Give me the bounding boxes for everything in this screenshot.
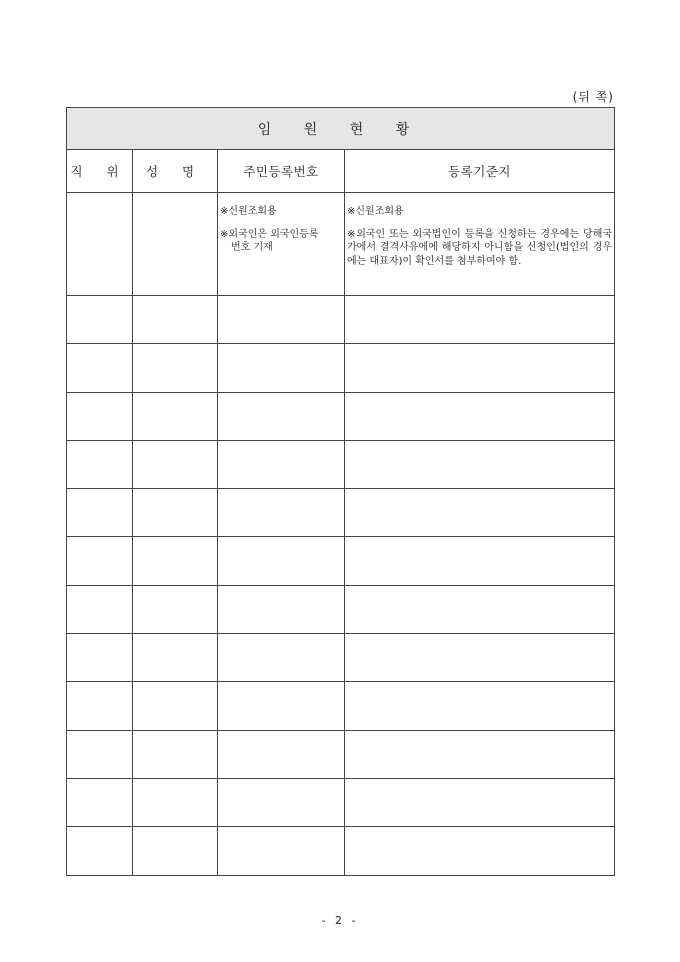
resident-number-cell[interactable] (218, 440, 345, 488)
resident-number-note-2 (220, 228, 344, 255)
table-row (67, 537, 615, 585)
name-cell[interactable] (133, 730, 218, 778)
name-cell[interactable] (133, 537, 218, 585)
resident-number-note-2-line-1: ※외국인은 외국인등록 (220, 228, 319, 240)
position-cell[interactable] (67, 730, 133, 778)
resident-number-cell[interactable] (218, 537, 345, 585)
registration-standard-cell[interactable] (345, 827, 615, 875)
name-cell[interactable] (133, 392, 218, 440)
registration-standard-notes (345, 193, 614, 268)
table-row (67, 682, 615, 730)
name-cell[interactable] (133, 440, 218, 488)
resident-number-cell[interactable] (218, 827, 345, 875)
registration-standard-cell[interactable] (345, 730, 615, 778)
position-cell[interactable] (67, 682, 133, 730)
registration-standard-cell[interactable] (345, 537, 615, 585)
table-row (67, 827, 615, 875)
header-position: 직 위 (67, 150, 133, 193)
header-registration-standard: 등록기준지 (345, 150, 615, 193)
resident-number-note-2-line-2: 번호 기재 (231, 242, 273, 253)
registration-standard-note-1: ※신원조회용 (347, 206, 404, 217)
registration-standard-cell[interactable] (345, 392, 615, 440)
name-cell[interactable] (133, 585, 218, 633)
resident-number-cell[interactable] (218, 778, 345, 826)
registration-standard-cell[interactable] (345, 344, 615, 392)
name-cell[interactable] (133, 634, 218, 682)
table-row (67, 344, 615, 392)
registration-standard-cell[interactable] (345, 440, 615, 488)
registration-standard-cell[interactable] (345, 634, 615, 682)
position-cell[interactable] (67, 537, 133, 585)
position-cell[interactable] (67, 489, 133, 537)
table-row (67, 585, 615, 633)
table-row (67, 296, 615, 344)
name-cell[interactable] (133, 778, 218, 826)
position-cell[interactable] (67, 634, 133, 682)
page-number: - 2 - (321, 914, 359, 927)
table-row (67, 489, 615, 537)
table-title-row (67, 108, 615, 150)
resident-number-notes (218, 193, 344, 255)
position-cell[interactable] (67, 344, 133, 392)
name-cell[interactable] (133, 489, 218, 537)
position-input-cell[interactable] (67, 193, 133, 296)
table-row (67, 392, 615, 440)
executive-status-table (66, 107, 615, 876)
registration-standard-cell[interactable] (345, 296, 615, 344)
position-cell[interactable] (67, 440, 133, 488)
header-name: 성 명 (133, 150, 218, 193)
resident-number-cell[interactable] (218, 585, 345, 633)
resident-number-cell[interactable] (218, 296, 345, 344)
registration-standard-cell[interactable] (345, 778, 615, 826)
name-cell[interactable] (133, 344, 218, 392)
name-input-cell[interactable] (133, 193, 218, 296)
resident-number-note-cell[interactable] (218, 193, 345, 296)
position-cell[interactable] (67, 827, 133, 875)
table-row (67, 730, 615, 778)
registration-standard-cell[interactable] (345, 489, 615, 537)
table-row (67, 440, 615, 488)
name-cell[interactable] (133, 296, 218, 344)
page-side-label: (뒤 쪽) (572, 90, 614, 104)
name-cell[interactable] (133, 682, 218, 730)
registration-standard-cell[interactable] (345, 682, 615, 730)
position-cell[interactable] (67, 392, 133, 440)
name-cell[interactable] (133, 827, 218, 875)
resident-number-cell[interactable] (218, 634, 345, 682)
header-resident-number: 주민등록번호 (218, 150, 345, 193)
registration-standard-note-2: ※외국인 또는 외국법인이 등록을 신청하는 경우에는 당해국가에서 결격사유에에 해당하지 아니함을 신청인(법인의 경우에는 대표자)이 확인서를 첨부하여야 함. (347, 228, 613, 267)
note-row (67, 193, 615, 296)
position-cell[interactable] (67, 585, 133, 633)
table-header-row (67, 150, 615, 193)
table-row (67, 778, 615, 826)
resident-number-cell[interactable] (218, 344, 345, 392)
table-title: 임 원 현 황 (67, 108, 615, 150)
resident-number-cell[interactable] (218, 392, 345, 440)
position-cell[interactable] (67, 778, 133, 826)
resident-number-cell[interactable] (218, 730, 345, 778)
table-row (67, 634, 615, 682)
resident-number-cell[interactable] (218, 682, 345, 730)
resident-number-cell[interactable] (218, 489, 345, 537)
registration-standard-cell[interactable] (345, 585, 615, 633)
resident-number-note-1: ※신원조회용 (220, 206, 277, 217)
registration-standard-note-cell[interactable] (345, 193, 615, 296)
position-cell[interactable] (67, 296, 133, 344)
